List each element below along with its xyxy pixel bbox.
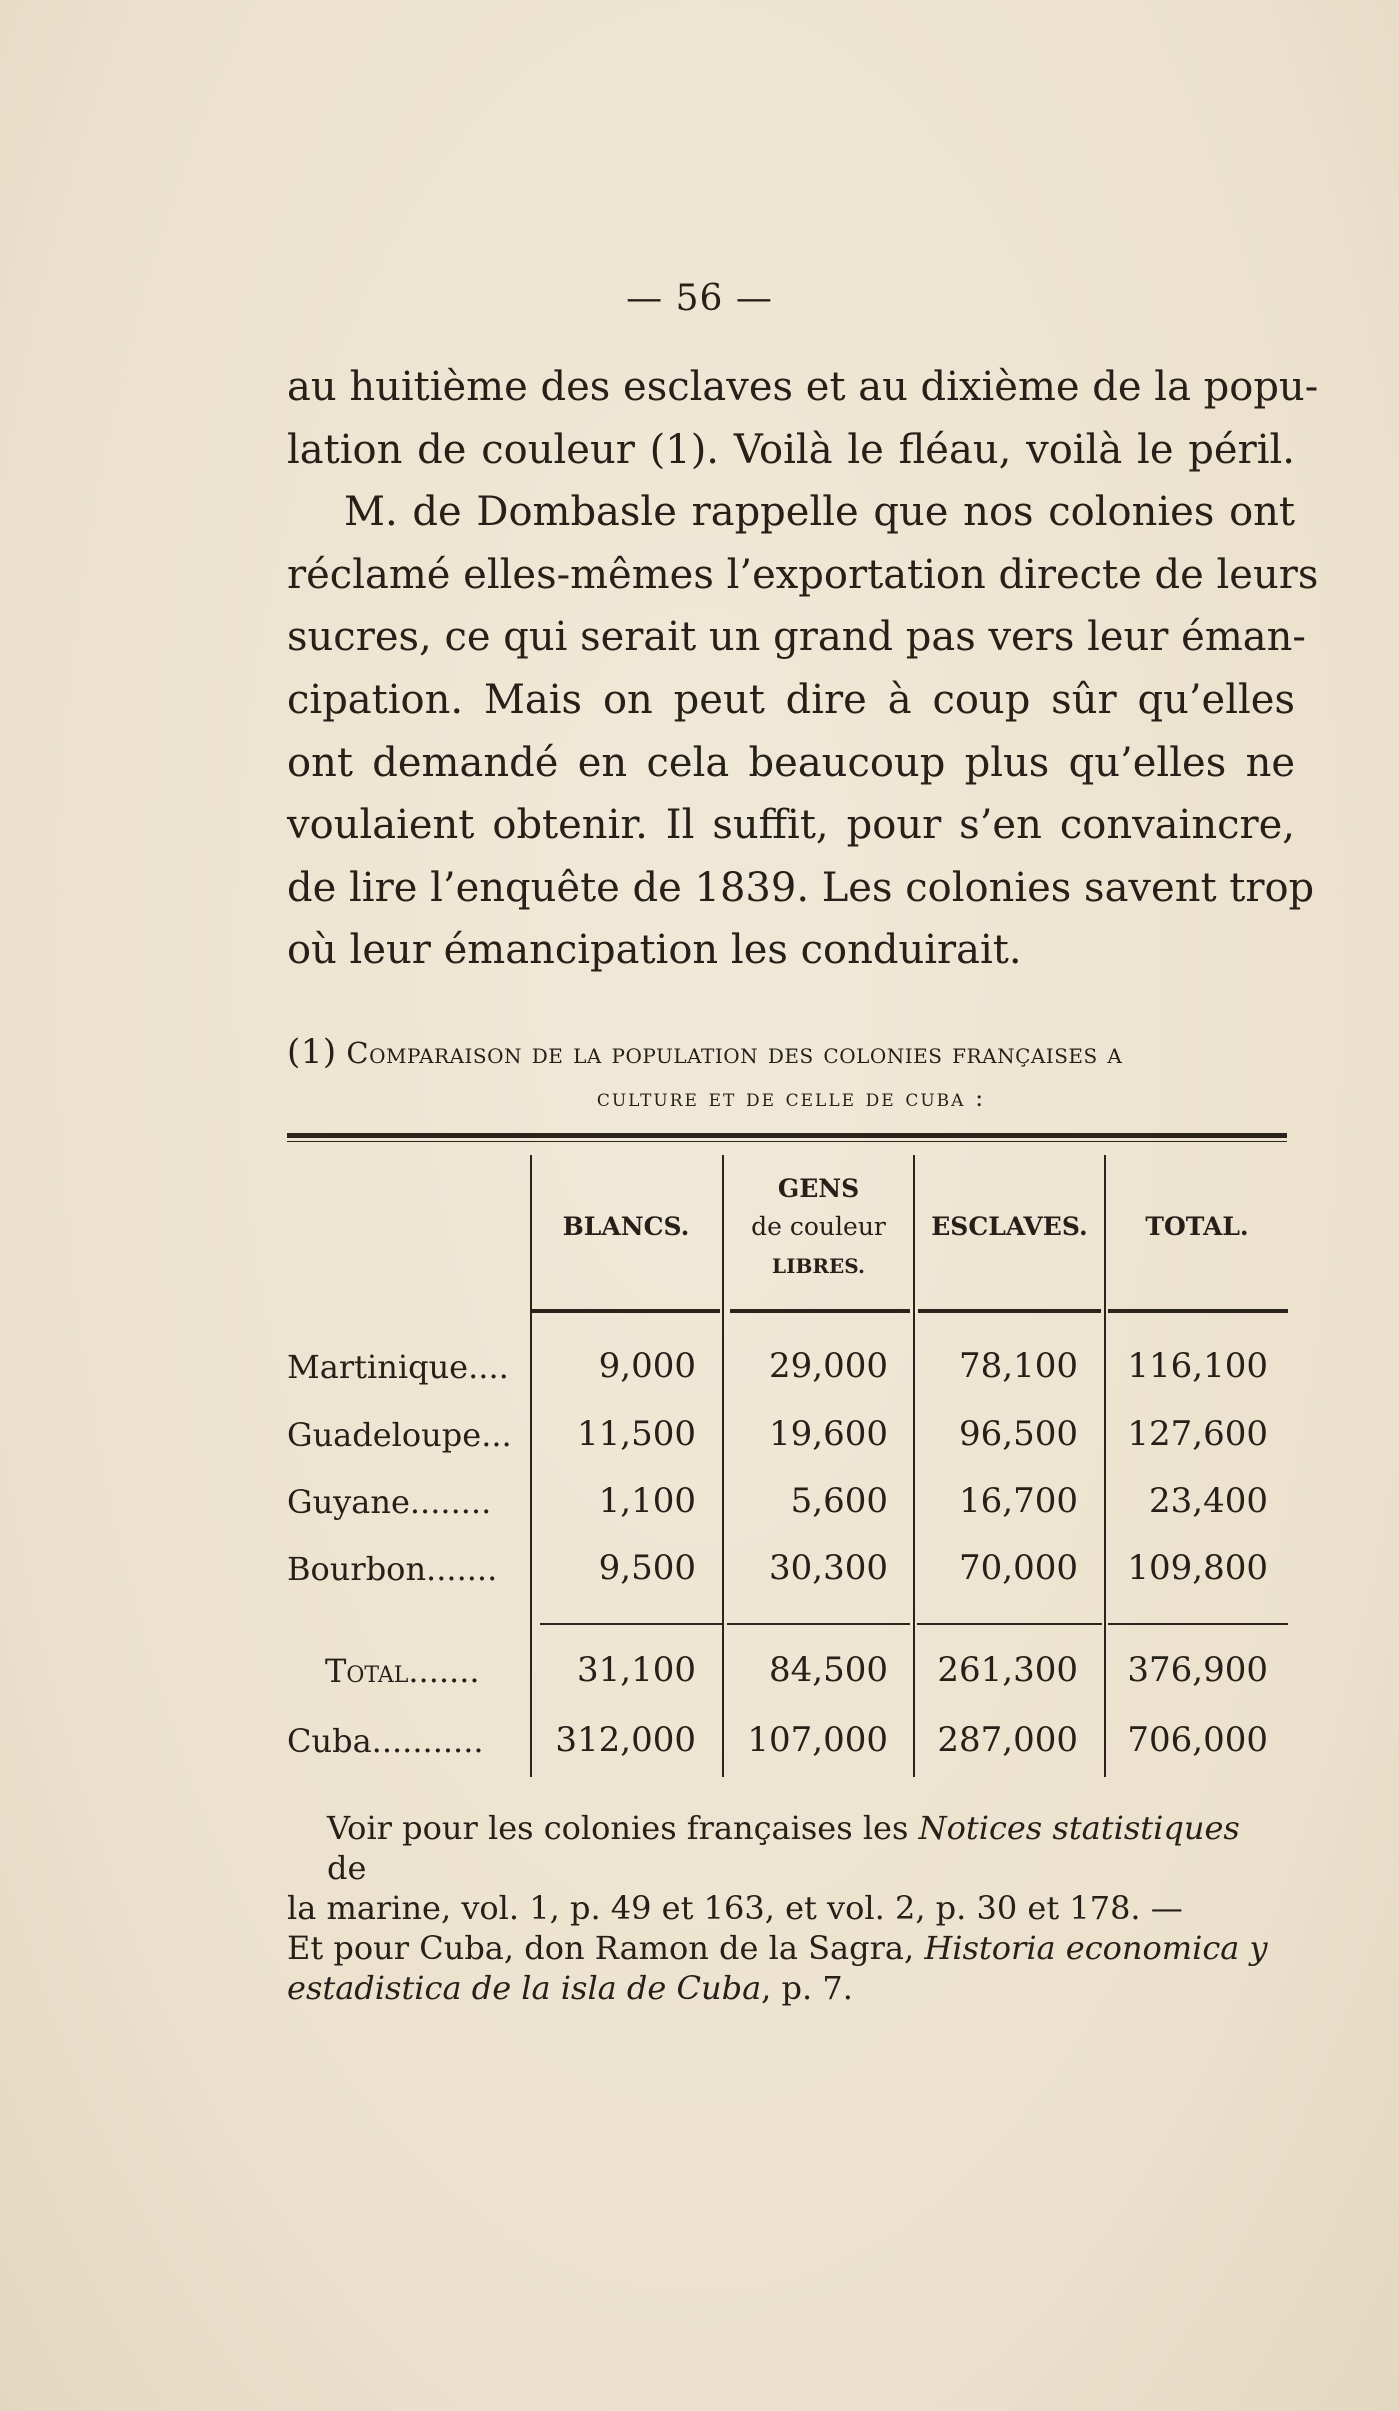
cell-esclaves: 70,000: [959, 1548, 1078, 1588]
page-number: — 56 —: [626, 278, 773, 319]
row-label-total: Total.......: [325, 1652, 480, 1690]
footnote-title-line: Comparaison de la population des colonies françaises a: [346, 1036, 1123, 1070]
cell-blancs: 31,100: [577, 1650, 696, 1690]
table-top-rule: [287, 1133, 1287, 1138]
subtotal-rule: [727, 1623, 910, 1625]
cell-esclaves: 16,700: [959, 1481, 1078, 1521]
row-label: Cuba...........: [287, 1722, 484, 1760]
body-line: où leur émancipation les conduirait.: [287, 927, 1022, 974]
footnote-title-line: culture et de celle de cuba :: [596, 1084, 986, 1112]
source-text: Et pour Cuba, don Ramon de la Sagra,: [287, 1929, 925, 1967]
header-gens-line: de couleur: [751, 1212, 886, 1241]
cell-blancs: 11,500: [577, 1414, 696, 1454]
source-title-italic: Historia economica y: [924, 1929, 1268, 1967]
cell-total: 706,000: [1127, 1720, 1268, 1760]
subtotal-rule: [540, 1623, 722, 1625]
header-underline: [532, 1309, 720, 1313]
cell-esclaves: 287,000: [937, 1720, 1078, 1760]
cell-gens: 84,500: [769, 1650, 888, 1690]
cell-total: 376,900: [1127, 1650, 1268, 1690]
cell-total: 23,400: [1149, 1481, 1268, 1521]
subtotal-rule: [917, 1623, 1102, 1625]
cell-esclaves: 261,300: [937, 1650, 1078, 1690]
cell-blancs: 312,000: [555, 1720, 696, 1760]
row-label: Martinique....: [287, 1348, 509, 1386]
header-underline: [918, 1309, 1101, 1313]
cell-blancs: 1,100: [598, 1481, 696, 1521]
body-line: lation de couleur (1). Voilà le fléau, voilà le péril.: [287, 426, 1295, 473]
footnote-title: [287, 1030, 1295, 1121]
cell-gens: 107,000: [747, 1720, 888, 1760]
source-text: de: [327, 1849, 367, 1887]
cell-gens: 19,600: [769, 1414, 888, 1454]
row-label: Guyane........: [287, 1483, 492, 1521]
table-column-divider: [913, 1155, 915, 1777]
body-paragraph: [287, 356, 1319, 982]
footnote-marker: (1): [287, 1032, 337, 1072]
body-line: voulaient obtenir. Il suffit, pour s’en convaincre,: [287, 802, 1295, 849]
header-gens-line: GENS: [777, 1174, 860, 1203]
body-line: M. de Dombasle rappelle que nos colonies ont: [344, 489, 1295, 536]
source-text: la marine, vol. 1, p. 49 et 163, et vol. 2, p. 30 et 178. —: [287, 1889, 1183, 1927]
source-text: , p. 7.: [761, 1969, 853, 2007]
header-blancs: BLANCS.: [562, 1212, 690, 1241]
header-esclaves: ESCLAVES.: [931, 1212, 1088, 1241]
subtotal-rule: [1108, 1623, 1288, 1625]
cell-esclaves: 78,100: [959, 1346, 1078, 1386]
cell-total: 127,600: [1127, 1414, 1268, 1454]
body-line: de lire l’enquête de 1839. Les colonies savent trop: [287, 864, 1315, 911]
cell-total: 109,800: [1127, 1548, 1268, 1588]
row-label: Guadeloupe...: [287, 1416, 512, 1454]
footnote-source: [287, 1808, 1287, 2008]
header-gens-de-couleur: [724, 1170, 913, 1285]
cell-gens: 30,300: [769, 1548, 888, 1588]
header-gens-line: LIBRES.: [772, 1254, 865, 1278]
header-underline: [730, 1309, 910, 1313]
cell-total: 116,100: [1127, 1346, 1268, 1386]
body-line: cipation. Mais on peut dire à coup sûr qu’elles: [287, 676, 1295, 723]
body-line: réclamé elles-mêmes l’exportation directe de leurs: [287, 551, 1319, 598]
cell-gens: 29,000: [769, 1346, 888, 1386]
header-total: TOTAL.: [1145, 1212, 1249, 1241]
source-title-italic: estadistica de la isla de Cuba: [287, 1969, 762, 2007]
body-line: sucres, ce qui serait un grand pas vers leur éman-: [287, 614, 1306, 661]
table-column-divider: [1104, 1155, 1106, 1777]
body-line: au huitième des esclaves et au dixième de la popu-: [287, 364, 1319, 410]
cell-blancs: 9,500: [598, 1548, 696, 1588]
header-underline: [1108, 1309, 1288, 1313]
row-label: Bourbon.......: [287, 1550, 498, 1588]
source-text: Voir pour les colonies françaises les: [327, 1809, 919, 1847]
table-top-rule-thin: [287, 1141, 1287, 1142]
cell-esclaves: 96,500: [959, 1414, 1078, 1454]
cell-blancs: 9,000: [598, 1346, 696, 1386]
body-line: ont demandé en cela beaucoup plus qu’elles ne: [287, 739, 1295, 786]
source-title-italic: Notices statistiques: [918, 1809, 1240, 1847]
cell-gens: 5,600: [790, 1481, 888, 1521]
